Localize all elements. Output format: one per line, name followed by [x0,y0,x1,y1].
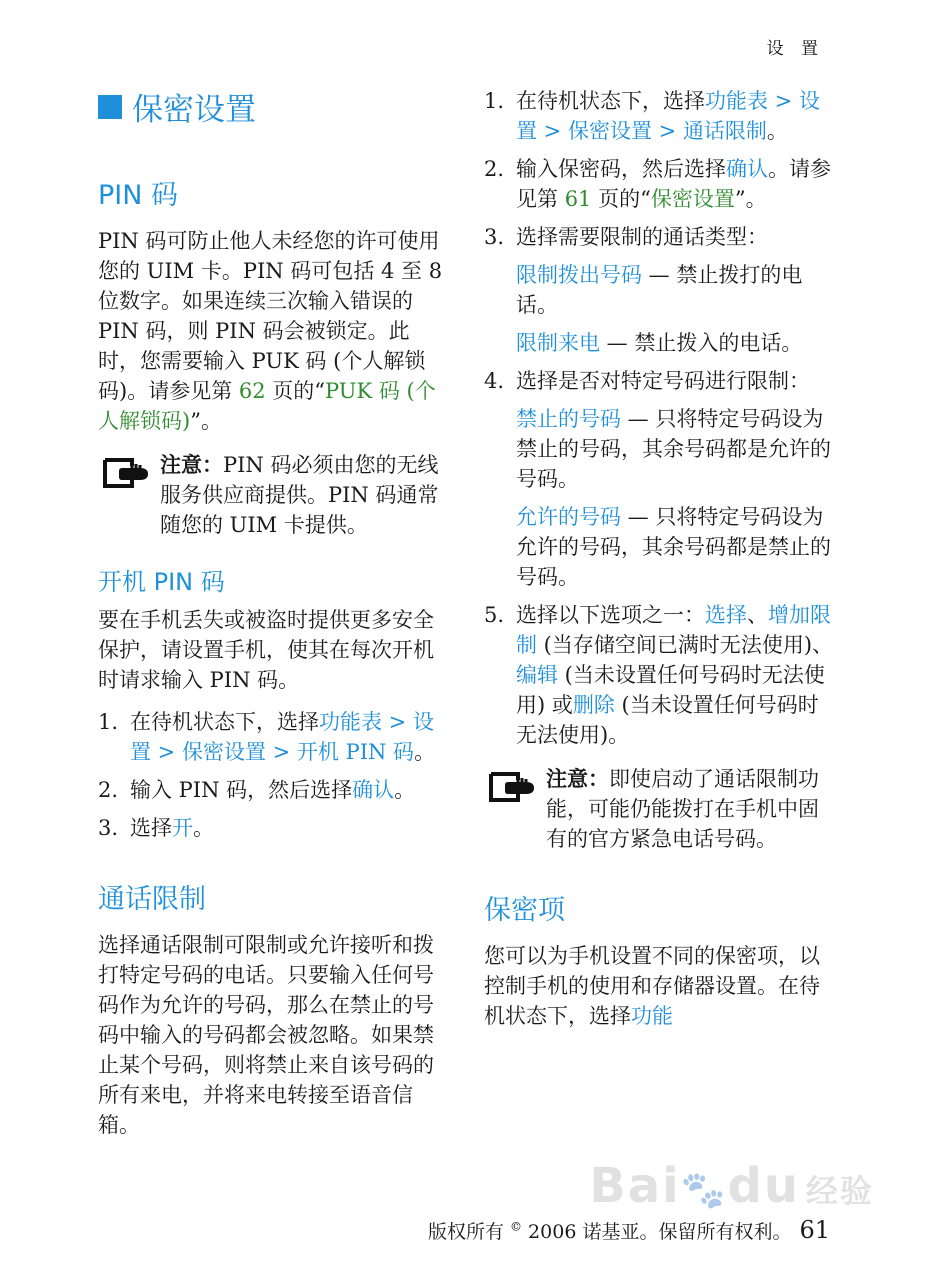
option-desc: — 只将特定号码设为允许的号码，其余号码都是禁止的号码。 [516,505,831,589]
pin-para-text-3: ”。 [190,409,222,433]
copyright-text: 版权所有 [427,1221,511,1243]
note-label: 注意： [160,452,223,477]
list-item [484,222,834,358]
step-text: 选择需要限制的通话类型： [516,225,768,249]
call-restriction-steps [484,86,834,750]
option-allowed-numbers [516,502,834,592]
step-text: 在待机状态下，选择 [130,710,319,734]
step-text: 、 [747,603,768,627]
security-items-heading: 保密项 [484,895,565,926]
step-number: 4. [484,369,505,393]
menu-separator: > [382,710,413,734]
menu-link-startup-pin[interactable]: 开机 PIN 码 [296,740,415,764]
note-label: 注意： [546,766,609,791]
step-number: 1. [98,710,119,734]
step-text: 在待机状态下，选择 [516,89,705,113]
step-number: 3. [98,816,119,840]
menu-separator: > [265,740,297,764]
watermark-text: du [727,1158,800,1214]
pin-para-text-1: PIN 码可防止他人未经您的许可使用您的 UIM 卡。PIN 码可包括 4 至 8 位数字。如果连续三次输入错误的 PIN 码，则 PIN 码会被锁定。此时，您需要输入 PUK 码 (个人解锁码)。请参见第 [98,229,443,403]
step-text: (当存储空间已满时无法使用)、 [537,633,834,657]
puk-xref-link[interactable]: PUK 码 (个人解锁码) [98,379,436,433]
step-text: 选择以下选项之一： [516,603,705,627]
list-item [98,707,448,767]
para-text: 您可以为手机设置不同的保密项，以控制手机的使用和存储器设置。在待机状态下，选择 [484,944,820,1028]
allowed-numbers-link[interactable]: 允许的号码 [516,505,621,529]
step-text: 选择 [130,816,172,840]
page-number: 61 [799,1216,830,1244]
step-text: 。 [193,816,214,840]
menu-separator: > [651,119,683,143]
startup-pin-heading: 开机 PIN 码 [98,568,225,596]
edit-link[interactable]: 编辑 [516,663,558,687]
left-column [98,84,448,1140]
note-hand-icon [488,764,546,810]
step-text: 输入保密码，然后选择 [516,157,726,181]
step-text: ”。 [734,187,767,211]
paw-icon: 🐾 [680,1170,728,1211]
delete-link[interactable]: 删除 [572,693,615,717]
option-blocked-numbers [516,404,834,494]
pin-paragraph [98,226,448,436]
step-text: (当未设置任何号码时无法使用) 或 [516,663,825,717]
step-text: 输入 PIN 码，然后选择 [130,778,353,802]
list-item [98,775,448,805]
pin-note [98,450,448,540]
copyright-text: 2006 诺基亚。保留所有权利。 [522,1221,792,1243]
list-item [484,86,834,146]
pin-para-text-2: 页的“ [265,379,326,403]
menu-link-security-settings[interactable]: 保密设置 [567,119,652,143]
confirm-link[interactable]: 确认 [352,778,395,802]
step-text: 页的“ [591,187,651,211]
restrict-incoming-link[interactable]: 限制来电 [516,331,600,355]
note-body: 即使启动了通话限制功能，可能仍能拨打在手机中固有的官方紧急电话号码。 [546,767,819,851]
pin-page-xref[interactable]: 62 [238,379,266,403]
page-footer [428,1216,830,1244]
menu-link-settings[interactable]: 设置 [130,710,434,764]
option-desc: — 禁止拨入的电话。 [600,331,803,355]
step-number: 2. [98,778,119,802]
security-settings-xref[interactable]: 保密设置 [650,187,735,211]
menu-link-call-restriction[interactable]: 通话限制 [682,119,767,143]
call-restriction-heading: 通话限制 [98,884,206,915]
note-body: PIN 码必须由您的无线服务供应商提供。PIN 码通常随您的 UIM 卡提供。 [160,453,439,537]
section-title [98,84,448,129]
step-text: 。 [414,740,436,764]
step-number: 5. [484,603,505,627]
step-text: 选择是否对特定号码进行限制： [516,369,810,393]
blocked-numbers-link[interactable]: 禁止的号码 [516,407,621,431]
option-desc: — 禁止拨打的电话。 [516,263,803,317]
option-restrict-incoming [516,328,834,358]
step-text: (当未设置任何号码时无法使用)。 [516,693,819,747]
list-item [484,154,834,214]
right-column [484,86,834,1031]
menu-separator: > [768,89,799,113]
call-restriction-note [484,764,834,854]
list-item [484,600,834,750]
startup-pin-steps [98,707,448,843]
function-link[interactable]: 功能 [631,1004,673,1028]
menu-link-settings[interactable]: 设置 [516,89,820,143]
option-desc: — 只将特定号码设为禁止的号码，其余号码都是允许的号码。 [516,407,831,491]
call-restriction-paragraph: 选择通话限制可限制或允许接听和拨打特定号码的电话。只要输入任何号码作为允许的号码，那么在禁止的号码中输入的号码都会被忽略。如果禁止某个号码，则将禁止来自该号码的所有来电，并将来电转接至语音信箱。 [98,933,434,1137]
option-restrict-outgoing [516,260,834,320]
copyright-symbol: © [510,1219,523,1234]
pin-note-text [160,450,448,540]
step-number: 3. [484,225,505,249]
menu-separator: > [151,740,182,764]
select-link[interactable]: 选择 [705,603,747,627]
menu-separator: > [537,119,568,143]
step-number: 2. [484,157,505,181]
startup-pin-paragraph: 要在手机丢失或被盗时提供更多安全保护，请设置手机，使其在每次开机时请求输入 PIN 码。 [98,608,434,692]
baidu-watermark-logo [589,1158,874,1214]
restrict-outgoing-link[interactable]: 限制拨出号码 [516,263,642,287]
list-item [98,813,448,843]
menu-link-function-table[interactable]: 功能表 [705,89,768,113]
section-title-text: 保密设置 [132,92,256,128]
on-link[interactable]: 开 [172,816,193,840]
note-hand-icon [102,450,160,496]
step-text: 。请参见第 [516,157,831,211]
menu-link-security-settings[interactable]: 保密设置 [181,740,266,764]
step-text: 。 [394,778,416,802]
call-restriction-note-text [546,764,834,854]
watermark-text: 经验 [805,1172,874,1210]
pin-heading: PIN 码 [98,180,179,211]
square-bullet-icon [98,95,122,119]
watermark-text: Bai [589,1158,681,1214]
confirm-link[interactable]: 确认 [726,157,768,181]
list-item [484,366,834,592]
running-header: 设 置 [766,39,824,59]
security-items-paragraph [484,941,834,1031]
page-xref[interactable]: 61 [564,187,592,211]
add-restriction-link[interactable]: 增加限制 [516,603,831,657]
step-text: 。 [766,119,788,143]
step-number: 1. [484,89,505,113]
menu-link-function-table[interactable]: 功能表 [319,710,382,734]
